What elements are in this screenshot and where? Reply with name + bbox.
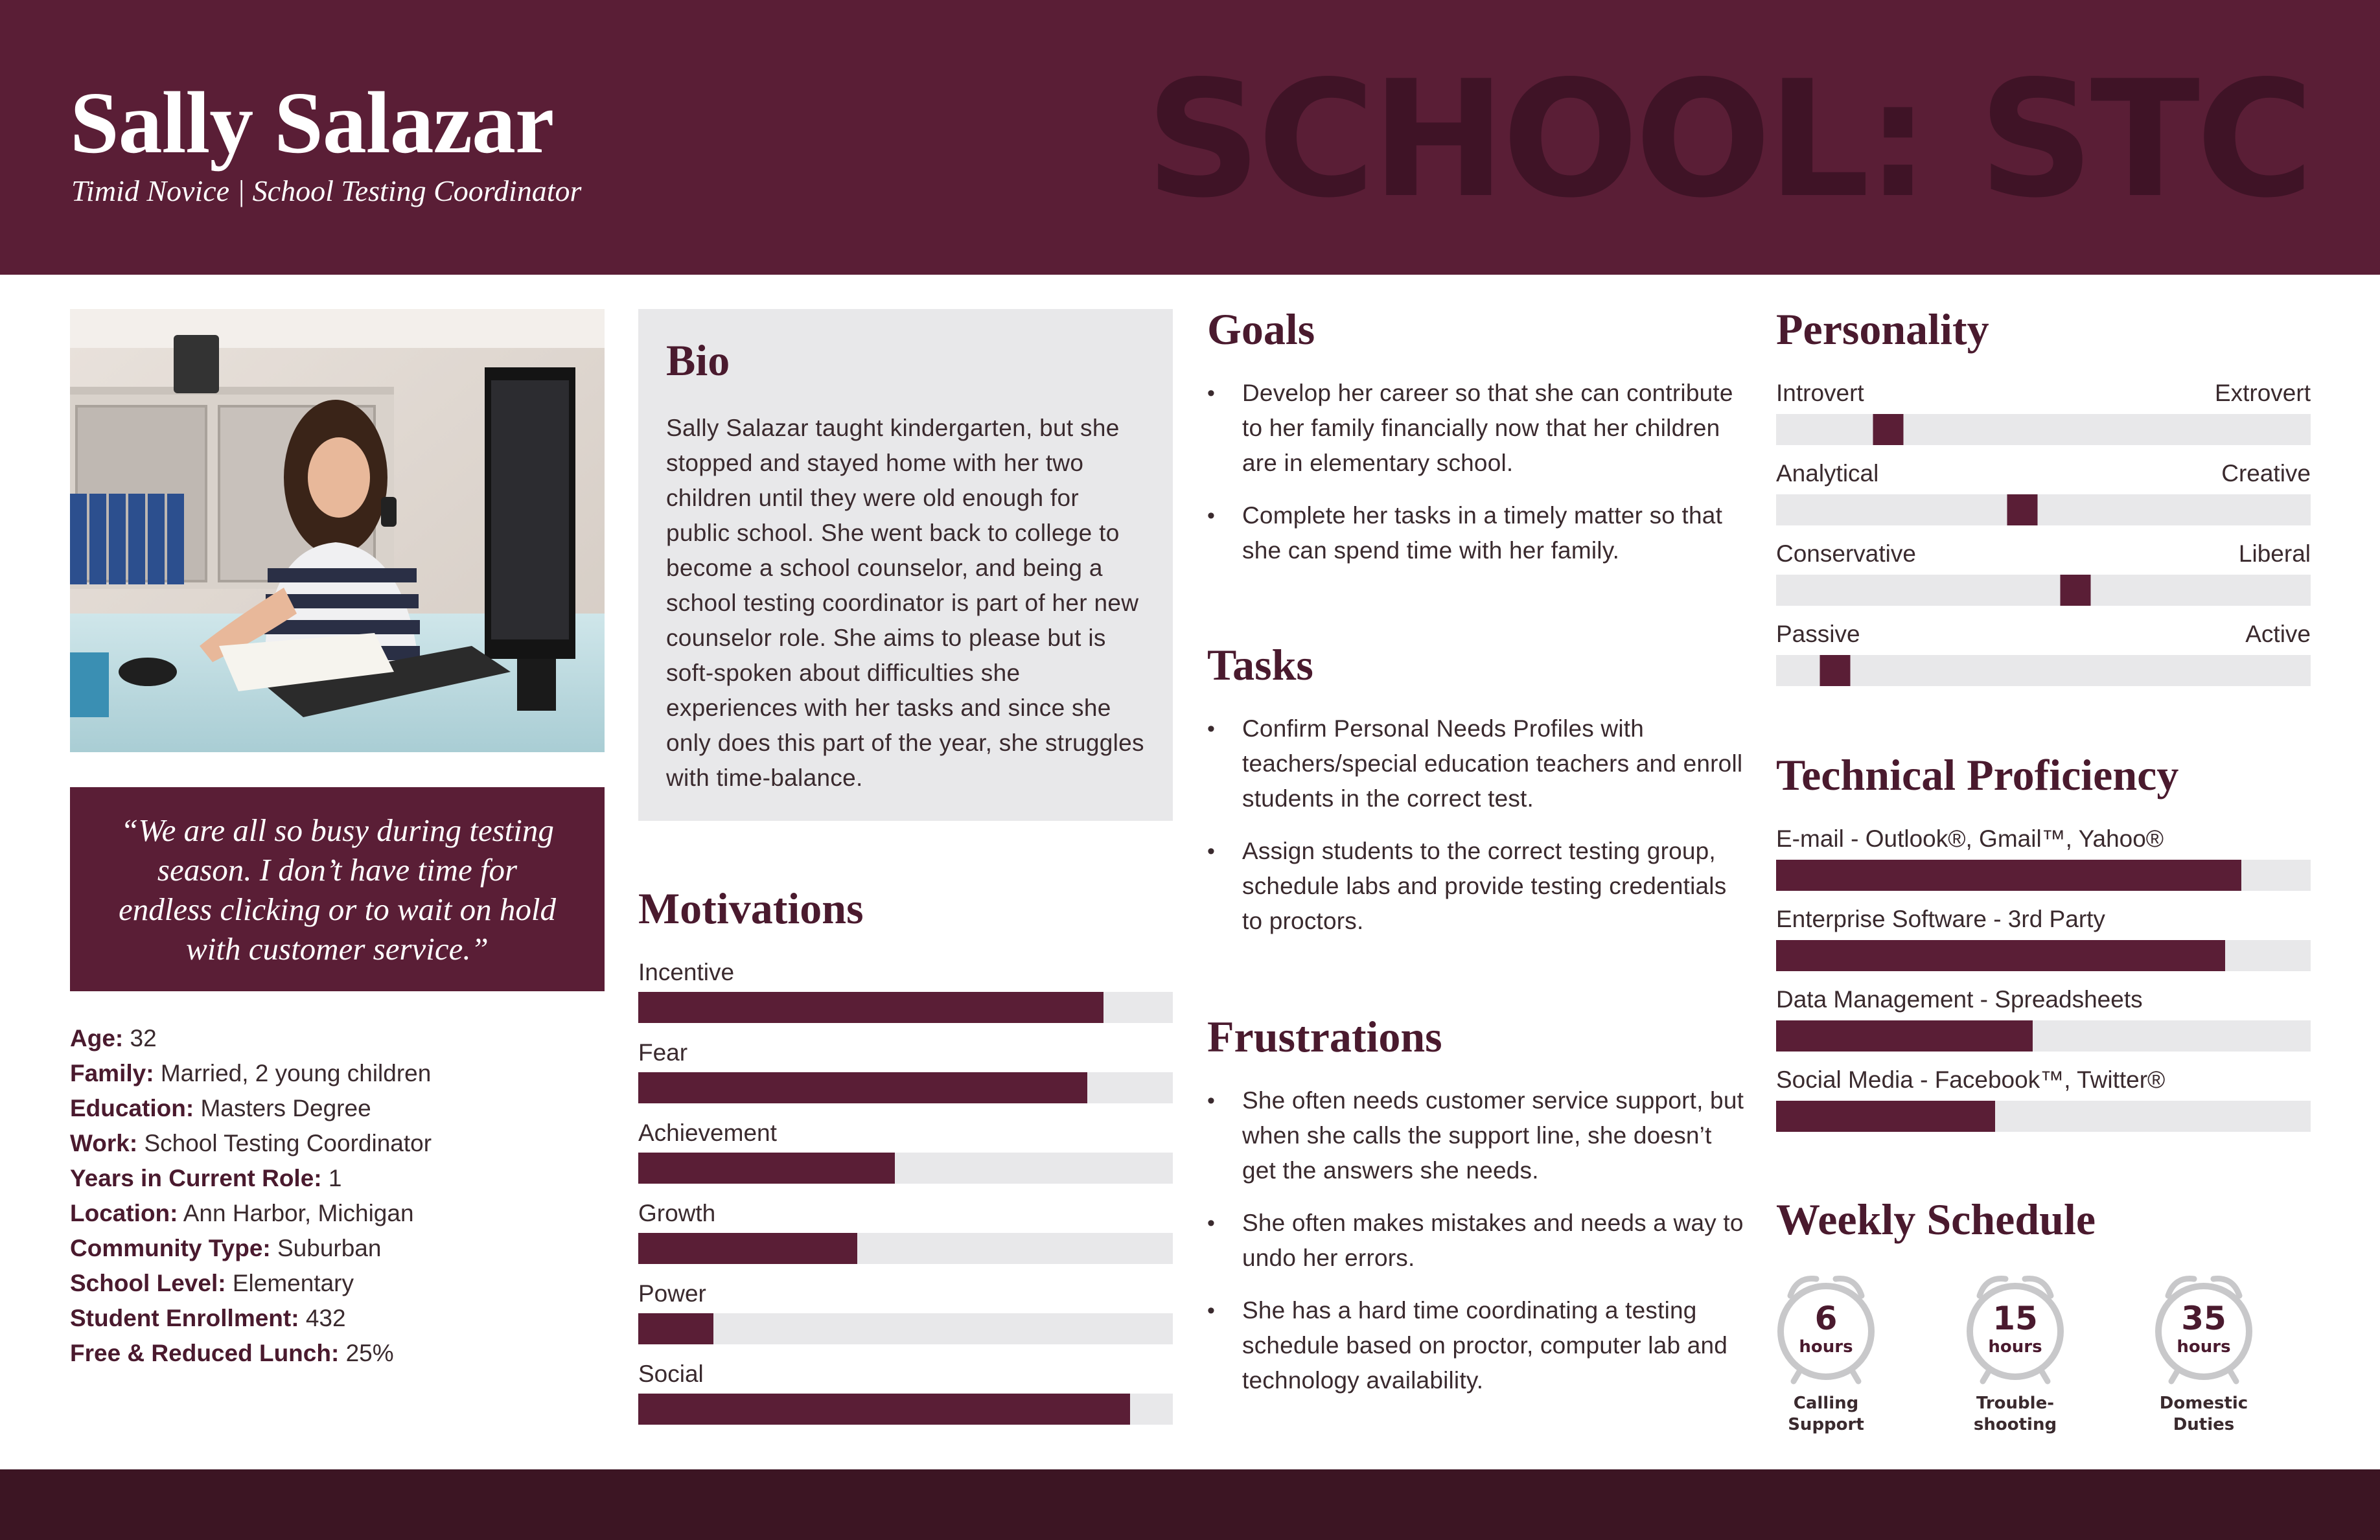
- schedule-hours: 6: [1814, 1300, 1838, 1337]
- tech-section: [1776, 750, 2311, 1129]
- tech-fill: [1776, 940, 2225, 971]
- fact-label: School Level:: [70, 1270, 226, 1296]
- personality-item: [1776, 381, 2311, 445]
- motivation-label: Fear: [638, 1039, 688, 1066]
- frustration-item: • She has a hard time coordinating a testing schedule based on proctor, computer lab and technology availability.: [1207, 1293, 1745, 1398]
- fact-value: Masters Degree: [200, 1095, 371, 1121]
- personality-marker: [1873, 414, 1904, 445]
- persona-facts: [70, 1021, 432, 1371]
- motivation-fill: [638, 1233, 857, 1264]
- fact-value: Ann Harbor, Michigan: [183, 1200, 414, 1226]
- tech-fill: [1776, 860, 2241, 891]
- schedule-unit: hours: [2177, 1337, 2231, 1357]
- task-item: • Assign students to the correct testing group, schedule labs and provide testing credentials to proctors.: [1207, 834, 1745, 939]
- tasks-section: [1207, 640, 1745, 956]
- motivation-item: [638, 1040, 1173, 1103]
- frustrations-section: [1207, 1012, 1745, 1416]
- persona-name: Sally Salazar: [70, 75, 554, 172]
- motivation-item: [638, 960, 1173, 1023]
- motivations-section: [638, 886, 1173, 1424]
- schedule-item: [2149, 1270, 2259, 1434]
- personality-item: [1776, 622, 2311, 686]
- fact-row: [70, 1301, 432, 1336]
- fact-row: [70, 1056, 432, 1091]
- personality-track: [1776, 655, 2311, 686]
- bio-text: Sally Salazar taught kindergarten, but she stopped and stayed home with her two children until they were old enough for public school. She went back to college to become a school counselor, and being a school testing coordinator is part of her new counselor role. She aims to please but is soft-spoken about difficulties she experiences with her tasks and since she only does this part of the year, she struggles with time-balance.: [666, 415, 1144, 791]
- personality-track: [1776, 414, 2311, 445]
- tech-label: Social Media - Facebook™, Twitter®: [1776, 1066, 2166, 1093]
- schedule-unit: hours: [1799, 1337, 1853, 1357]
- fact-row: [70, 1196, 432, 1231]
- personality-item: [1776, 461, 2311, 525]
- personality-track: [1776, 494, 2311, 525]
- fact-value: Married, 2 young children: [160, 1060, 432, 1086]
- goal-item: • Develop her career so that she can contribute to her family financially now that her children are in elementary school.: [1207, 376, 1745, 481]
- fact-row: [70, 1266, 432, 1301]
- fact-row: [70, 1126, 432, 1161]
- schedule-unit: hours: [1988, 1337, 2042, 1357]
- motivation-track: [638, 1153, 1173, 1184]
- schedule-item: [1771, 1270, 1881, 1434]
- tech-item: [1776, 987, 2311, 1052]
- schedule-section: [1776, 1195, 2096, 1244]
- goals-section: [1207, 307, 1745, 586]
- task-item: • Confirm Personal Needs Profiles with teachers/special education teachers and enroll students in the correct test.: [1207, 711, 1745, 816]
- motivation-fill: [638, 1072, 1087, 1103]
- fact-row: [70, 1021, 432, 1056]
- motivation-item: [638, 1121, 1173, 1184]
- trait-right-label: Extrovert: [2214, 380, 2311, 406]
- tech-item: [1776, 1068, 2311, 1132]
- fact-label: Education:: [70, 1095, 194, 1121]
- motivation-fill: [638, 992, 1103, 1023]
- tech-track: [1776, 1101, 2311, 1132]
- motivation-label: Growth: [638, 1200, 716, 1226]
- motivation-label: Social: [638, 1361, 704, 1387]
- personality-section: [1776, 307, 2311, 683]
- frustrations-list: [1207, 1083, 1745, 1398]
- persona-quote: “We are all so busy during testing season. I don’t have time for endless clicking or to wait on hold with customer service.”: [118, 812, 557, 967]
- motivation-fill: [638, 1153, 895, 1184]
- fact-label: Work:: [70, 1130, 138, 1156]
- fact-row: [70, 1231, 432, 1266]
- goals-list: [1207, 376, 1745, 568]
- persona-quote-box: [70, 787, 605, 991]
- fact-label: Community Type:: [70, 1235, 271, 1261]
- personality-item: [1776, 542, 2311, 606]
- tech-label: Enterprise Software - 3rd Party: [1776, 906, 2105, 932]
- trait-left-label: Passive: [1776, 621, 1860, 647]
- fact-label: Age:: [70, 1025, 124, 1052]
- persona-photo: [70, 309, 605, 752]
- trait-right-label: Creative: [2221, 460, 2311, 487]
- schedule-caption: [1941, 1393, 2090, 1436]
- schedule-caption-line: shooting: [1973, 1415, 2057, 1434]
- schedule-title: Weekly Schedule: [1776, 1195, 2096, 1244]
- fact-row: [70, 1091, 432, 1126]
- motivation-item: [638, 1362, 1173, 1425]
- schedule-caption-line: Support: [1788, 1415, 1864, 1434]
- personality-title: Personality: [1776, 305, 1989, 354]
- tech-item: [1776, 827, 2311, 891]
- frustrations-title: Frustrations: [1207, 1012, 1442, 1061]
- tech-item: [1776, 907, 2311, 971]
- motivation-label: Incentive: [638, 959, 735, 985]
- fact-row: [70, 1336, 432, 1371]
- fact-row: [70, 1161, 432, 1196]
- fact-label: Location:: [70, 1200, 178, 1226]
- tech-fill: [1776, 1020, 2033, 1052]
- tech-title: Technical Proficiency: [1776, 750, 2179, 799]
- fact-value: 1: [328, 1165, 342, 1191]
- schedule-caption: [2129, 1393, 2278, 1436]
- fact-value: 32: [130, 1025, 157, 1052]
- motivation-label: Power: [638, 1280, 706, 1307]
- tech-label: E-mail - Outlook®, Gmail™, Yahoo®: [1776, 825, 2164, 852]
- tech-label: Data Management - Spreadsheets: [1776, 986, 2143, 1013]
- motivation-track: [638, 1313, 1173, 1344]
- tech-track: [1776, 1020, 2311, 1052]
- fact-value: School Testing Coordinator: [144, 1130, 432, 1156]
- personality-marker: [2007, 494, 2037, 525]
- schedule-item: [1960, 1270, 2070, 1434]
- fact-label: Family:: [70, 1060, 154, 1086]
- trait-left-label: Introvert: [1776, 380, 1864, 406]
- schedule-caption-line: Calling: [1793, 1394, 1859, 1413]
- motivation-track: [638, 1072, 1173, 1103]
- schedule-caption-line: Domestic: [2159, 1394, 2248, 1413]
- persona-subtitle: Timid Novice | School Testing Coordinator: [71, 174, 582, 207]
- header-banner: [0, 0, 2380, 275]
- motivation-fill: [638, 1394, 1130, 1425]
- personality-marker: [2061, 575, 2091, 606]
- tasks-list: [1207, 711, 1745, 939]
- motivations-title: Motivations: [638, 884, 864, 933]
- fact-value: Suburban: [277, 1235, 382, 1261]
- goals-title: Goals: [1207, 305, 1315, 354]
- trait-right-label: Liberal: [2238, 540, 2311, 567]
- tech-fill: [1776, 1101, 1995, 1132]
- fact-value: 432: [305, 1305, 346, 1331]
- motivation-track: [638, 992, 1173, 1023]
- motivation-track: [638, 1394, 1173, 1425]
- motivation-label: Achievement: [638, 1120, 777, 1146]
- fact-value: Elementary: [232, 1270, 354, 1296]
- motivation-fill: [638, 1313, 713, 1344]
- bio-panel: [638, 309, 1173, 821]
- fact-label: Free & Reduced Lunch:: [70, 1340, 340, 1366]
- bio-title: Bio: [666, 336, 730, 385]
- trait-left-label: Analytical: [1776, 460, 1879, 487]
- schedule-caption: [1751, 1393, 1901, 1436]
- fact-label: Student Enrollment:: [70, 1305, 299, 1331]
- schedule-caption-line: Duties: [2173, 1415, 2235, 1434]
- fact-value: 25%: [345, 1340, 394, 1366]
- schedule-caption-line: Trouble-: [1976, 1394, 2055, 1413]
- fact-label: Years in Current Role:: [70, 1165, 322, 1191]
- goal-item: • Complete her tasks in a timely matter so that she can spend time with her family.: [1207, 498, 1745, 568]
- schedule-hours: 15: [1993, 1300, 2038, 1337]
- personality-track: [1776, 575, 2311, 606]
- motivation-item: [638, 1201, 1173, 1264]
- footer-band: [0, 1469, 2380, 1540]
- trait-right-label: Active: [2245, 621, 2311, 647]
- motivation-item: [638, 1281, 1173, 1344]
- tasks-title: Tasks: [1207, 640, 1313, 689]
- school-watermark: SCHOOL: STC: [1145, 47, 2310, 233]
- motivation-track: [638, 1233, 1173, 1264]
- trait-left-label: Conservative: [1776, 540, 1916, 567]
- frustration-item: • She often makes mistakes and needs a way to undo her errors.: [1207, 1206, 1745, 1276]
- tech-track: [1776, 860, 2311, 891]
- tech-track: [1776, 940, 2311, 971]
- frustration-item: • She often needs customer service support, but when she calls the support line, she doesn’t get the answers she needs.: [1207, 1083, 1745, 1188]
- schedule-hours: 35: [2181, 1300, 2226, 1337]
- personality-marker: [1820, 655, 1850, 686]
